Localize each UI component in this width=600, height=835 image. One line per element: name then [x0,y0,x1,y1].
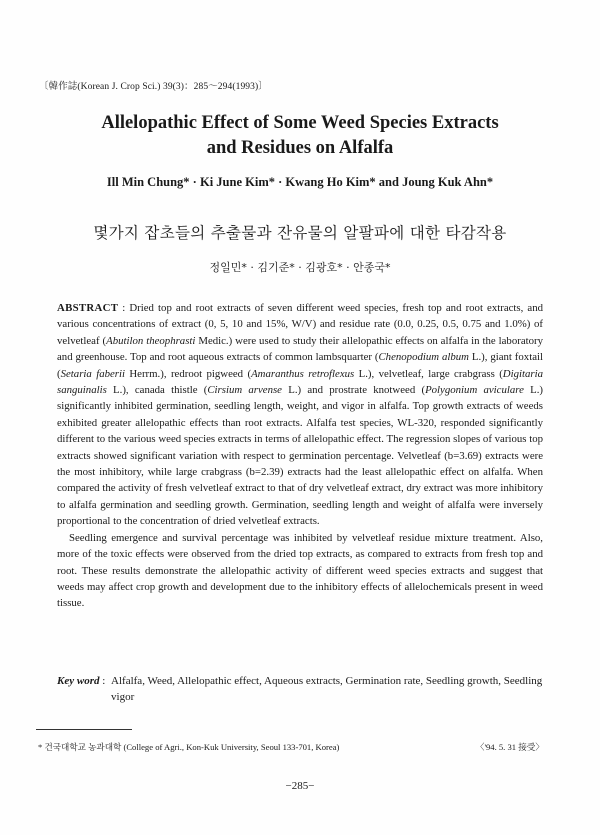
korean-title: 몇가지 잡초들의 추출물과 잔유물의 알팔파에 대한 타감작용 [93,224,507,242]
keywords-label: Key word [57,675,100,687]
abstract-text: L.) significantly inhibited germination, seedling length, weight, and vigor in alfalfa. Top growth extracts of weeds exhibited greater allelopathic effects than root extracts. Alfalfa test species, WL-320, responded significantly different to the various weed species extracts in terms of allelopathic effect. The regression slopes of various top extracts showed significant variation with respect to germination percentage. Velvetleaf (b=3.69) extracts were the most inhibitory, while large crabgrass (b=2.39) extracts had the least allelopathic effect on alfalfa. When compared the activity of fresh velvetleaf extract to that of dry velvetleaf extract, dry extract was more inhibitory to alfalfa germination and seedling growth. Germination, seedling length and weight of alfalfa were inversely proportional to the concentration of dried velvetleaf extracts. [57,384,544,528]
abstract-text: Medic.) were used to study their allelopathic effects on alfalfa in the laboratory and greenhouse. Top and root aqueous extracts of common lambsquarter ( [57,334,543,364]
species-name: Polygonium aviculare [425,384,524,397]
paper-title-line-2: and Residues on Alfalfa [206,138,394,158]
korean-author-list: 정일민* · 김기준* · 김광호* · 안종국* [209,261,391,274]
keywords-separator: : [99,675,109,687]
abstract-separator: : [118,302,130,314]
journal-reference: 〔韓作誌(Korean J. Crop Sci.) 39(3)：285～294(1993)〕 [39,82,268,92]
keywords-text: Alfalfa, Weed, Allelopathic effect, Aqueous extracts, Germination rate, Seedling growth, Seedling vigor [111,675,543,704]
species-name: Setaria faberii [60,367,125,380]
abstract-text: Dried top and root extracts of seven different weed species, fresh top and root extracts, and various concentrations of extract (0, 5, 10 and 15%, W/V) and residue rate (0.0, 0.25, 0.5, 0.75 and 1.0%) of velvetleaf ( [57,302,543,347]
species-name: Cirsium arvense [207,384,282,397]
received-date: 〈'94. 5. 31 接受〉 [475,742,544,752]
abstract-label: ABSTRACT [57,302,119,314]
species-name: Abutilon theophrasti [106,334,196,347]
author-list: Ill Min Chung* · Ki June Kim* · Kwang Ho Kim* and Joung Kuk Ahn* [106,175,494,189]
abstract-paragraph-1-body [57,302,543,527]
abstract-paragraph-1 [57,300,543,530]
footnote-divider [36,729,132,730]
keywords [57,673,543,706]
abstract [57,300,543,612]
abstract-text: L.) and prostrate knotweed ( [281,384,426,397]
species-name: Chenopodium album [378,351,469,364]
abstract-text: L.), canada thistle ( [106,384,208,397]
abstract-text: Herrm.), redroot pigweed ( [124,367,252,380]
page-number: −285− [285,780,315,792]
abstract-text: L.), giant foxtail ( [57,351,543,380]
paper-title-line-1: Allelopathic Effect of Some Weed Species Extracts [101,113,499,133]
abstract-paragraph-2: Seedling emergence and survival percentage was inhibited by velvetleaf residue mixture treatment. Also, more of the toxic effects were observed from the dried top extracts, as compared to extracts from fresh top and root. These results demonstrate the allelopathic activity of different weed species extracts and suggest that weeds may affect crop growth and development due to the inhibitory effects of allelochemicals present in weed tissue. [57,531,543,610]
footnote-affiliation: * 건국대학교 농과대학 (College of Agri., Kon-Kuk University, Seoul 133-701, Korea) [38,742,340,752]
species-name: Amaranthus retroflexus [251,367,355,380]
species-name: Digitaria sanguinalis [57,367,543,397]
abstract-text: L.), velvetleaf, large crabgrass ( [354,367,503,380]
